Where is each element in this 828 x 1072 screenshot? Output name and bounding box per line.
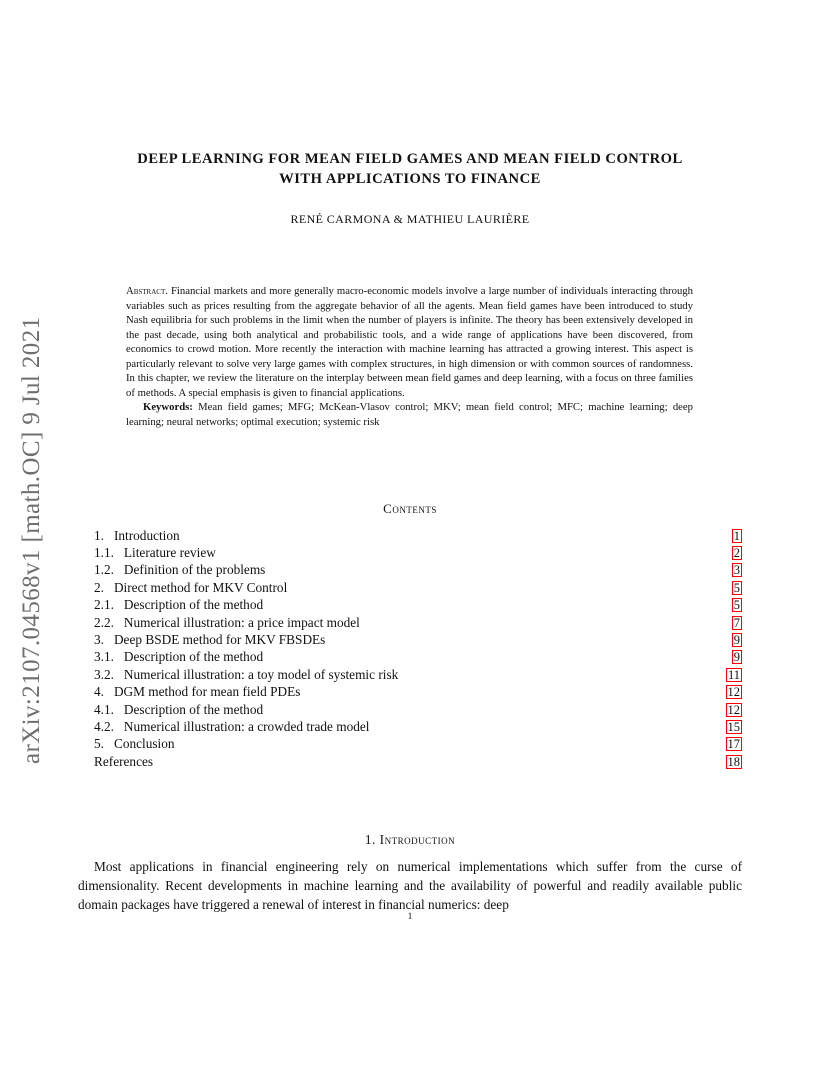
- toc-page-link[interactable]: 18: [727, 754, 740, 769]
- toc-entry[interactable]: [94, 597, 742, 614]
- section-heading: 1. Introduction: [364, 832, 456, 847]
- page-number: 1: [407, 912, 413, 922]
- toc-entry[interactable]: [94, 736, 742, 753]
- authors: RENÉ CARMONA & MATHIEU LAURIÈRE: [290, 212, 530, 226]
- toc-page-link[interactable]: 1: [733, 528, 740, 543]
- toc-page-link[interactable]: 5: [733, 598, 740, 613]
- toc-entry[interactable]: [94, 649, 742, 666]
- toc-page-link[interactable]: 5: [733, 580, 740, 595]
- toc-entry[interactable]: [94, 701, 742, 718]
- toc-page-link[interactable]: 9: [733, 650, 740, 665]
- toc-entry[interactable]: [94, 684, 742, 701]
- toc-page-link[interactable]: 7: [733, 615, 740, 630]
- toc-page-link[interactable]: 11: [727, 667, 740, 682]
- toc-page-link[interactable]: 17: [727, 737, 740, 752]
- table-of-contents: [94, 527, 742, 770]
- toc-label: 2.1. Description of the method: [94, 597, 264, 613]
- keywords-label: Keywords:: [143, 401, 193, 413]
- toc-label: 3.1. Description of the method: [94, 649, 264, 665]
- toc-label: 5. Conclusion: [94, 736, 175, 752]
- toc-page-link[interactable]: 9: [733, 633, 740, 648]
- toc-entry[interactable]: [94, 579, 742, 596]
- toc-label: 2.2. Numerical illustration: a price impact model: [94, 614, 360, 630]
- arxiv-stamp: arXiv:2107.04568v1 [math.OC] 9 Jul 2021: [18, 316, 45, 764]
- toc-label: 4.2. Numerical illustration: a crowded trade model: [94, 718, 370, 734]
- abstract-label: Abstract.: [126, 285, 168, 297]
- intro-paragraph: Most applications in financial engineering rely on numerical implementations which suffer from the curse of dimensionality. Recent developments in machine learning and the availability of powerful and readily available public domain packages have triggered a renewal of interest in financial numerics: deep: [78, 859, 742, 912]
- toc-entry[interactable]: [94, 562, 742, 579]
- toc-entry[interactable]: [94, 666, 742, 683]
- title-line-1: DEEP LEARNING FOR MEAN FIELD GAMES AND MEAN FIELD CONTROL: [137, 151, 683, 167]
- toc-label: 1.1. Literature review: [94, 545, 216, 561]
- toc-label: 4. DGM method for mean field PDEs: [94, 684, 301, 700]
- keywords: [126, 400, 693, 429]
- toc-entry[interactable]: [94, 718, 742, 735]
- abstract: [126, 284, 693, 429]
- toc-page-link[interactable]: 12: [727, 685, 740, 700]
- toc-entry[interactable]: [94, 614, 742, 631]
- toc-label: 3.2. Numerical illustration: a toy model of systemic risk: [94, 666, 399, 682]
- toc-entry[interactable]: [94, 544, 742, 561]
- toc-page-link[interactable]: 3: [733, 563, 740, 578]
- toc-page-link[interactable]: 2: [733, 546, 740, 561]
- title-line-2: WITH APPLICATIONS TO FINANCE: [279, 170, 541, 187]
- toc-entry[interactable]: [94, 527, 742, 544]
- toc-page-link[interactable]: 12: [727, 702, 740, 717]
- toc-entry[interactable]: [94, 631, 742, 648]
- body-text: [78, 857, 742, 914]
- paper-title: [60, 150, 760, 189]
- abstract-text: Financial markets and more generally macro-economic models involve a large number of individuals interacting through variables such as prices resulting from the aggregate behavior of all the agents. Mean field games have been introduced to study Nash equilibria for such problems in the limit when the number of players is infinite. The theory has been extensively developed in the past decade, using both analytical and probabilistic tools, and a wide range of applications have been discovered, from economics to crowd motion. More recently the interaction with machine learning has attracted a growing interest. This aspect is particularly relevant to solve very large games with complex structures, in high dimension or with common sources of randomness. In this chapter, we review the literature on the interplay between mean field games and deep learning, with a focus on three families of methods. A special emphasis is given to financial applications.: [126, 285, 693, 399]
- contents-heading: Contents: [383, 501, 437, 516]
- toc-entry[interactable]: [94, 753, 742, 770]
- toc-label: References: [94, 753, 154, 769]
- toc-label: 3. Deep BSDE method for MKV FBSDEs: [94, 632, 326, 648]
- keywords-text: Mean field games; MFG; McKean-Vlasov control; MKV; mean field control; MFC; machine learning; deep learning; neural networks; optimal execution; systemic risk: [126, 401, 693, 428]
- toc-page-link[interactable]: 15: [727, 719, 740, 734]
- toc-label: 1.2. Definition of the problems: [94, 562, 266, 578]
- toc-label: 4.1. Description of the method: [94, 701, 264, 717]
- toc-label: 1. Introduction: [94, 527, 180, 543]
- toc-label: 2. Direct method for MKV Control: [94, 579, 288, 595]
